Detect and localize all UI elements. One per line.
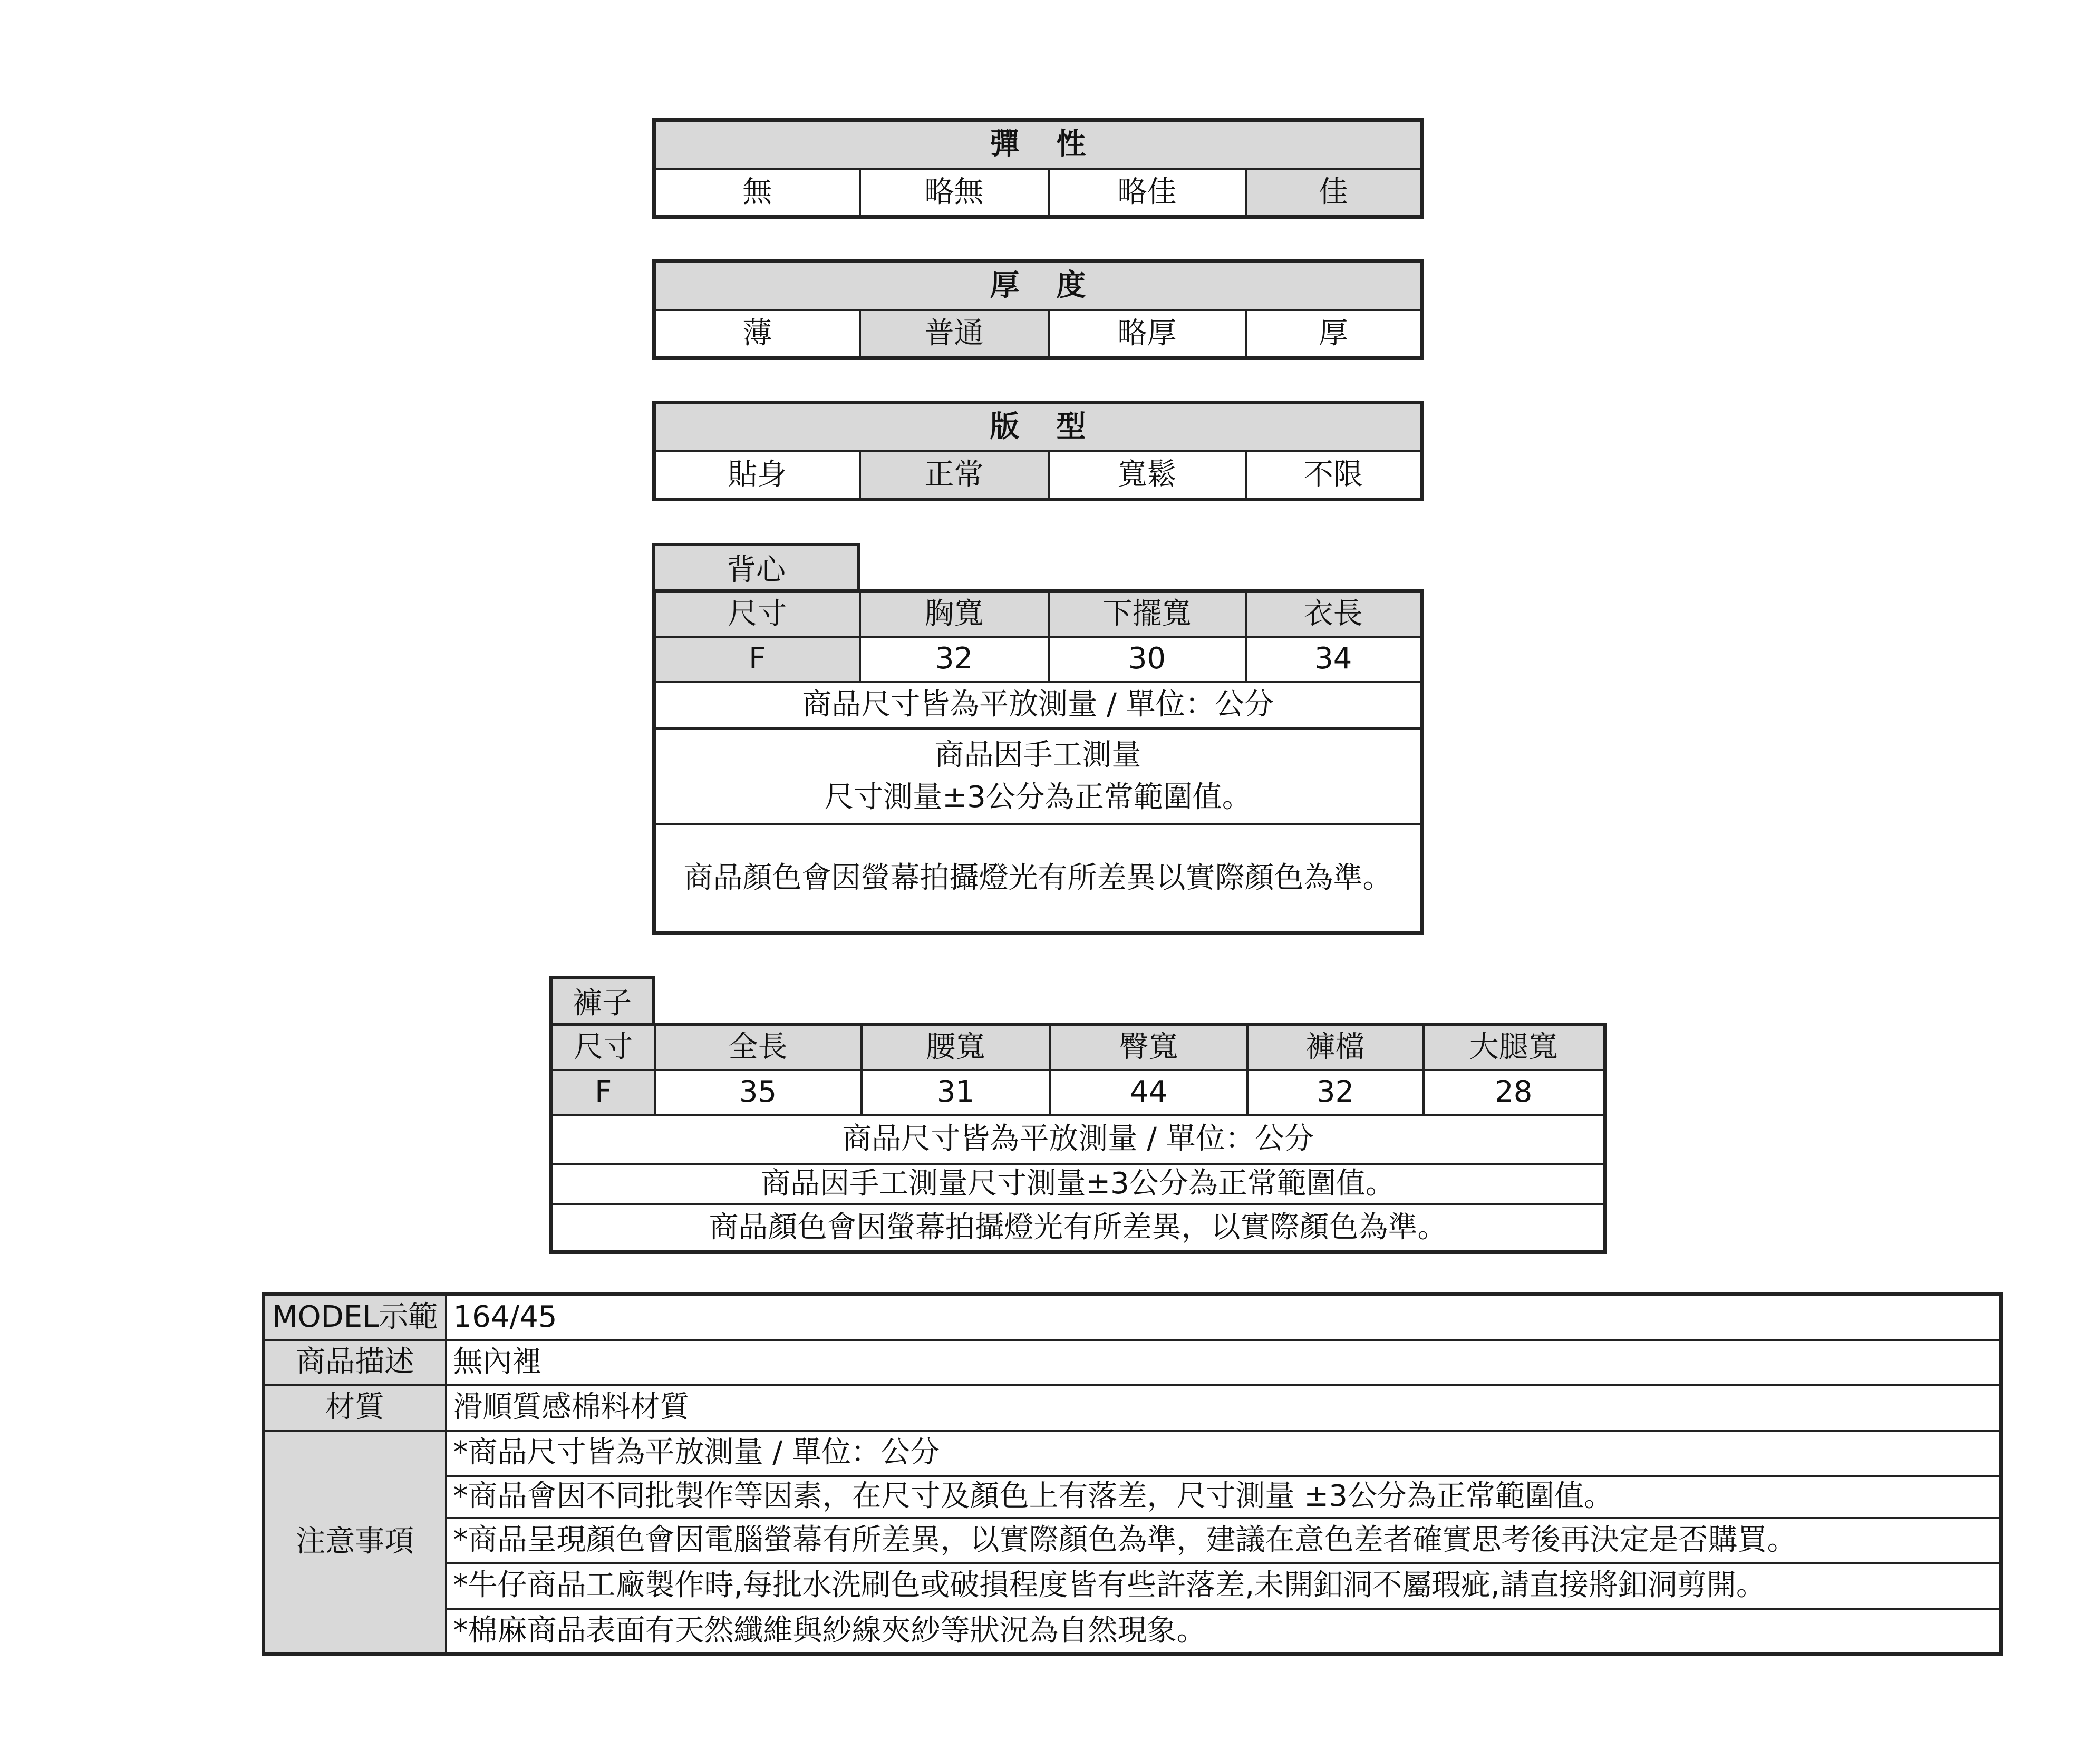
vest-note-handmade [654, 728, 1422, 824]
vest-note-measure: 商品尺寸皆為平放測量 / 單位：公分 [654, 682, 1422, 728]
vest-label-tab [652, 543, 860, 591]
model-value: 164/45 [446, 1295, 2001, 1340]
vest-header-chest: 胸寬 [860, 591, 1049, 637]
fit-table [652, 401, 1424, 501]
thickness-option: 薄 [654, 310, 860, 358]
vest-header-size: 尺寸 [654, 591, 860, 637]
model-label: MODEL示範 [264, 1295, 446, 1340]
elasticity-option: 無 [654, 169, 860, 217]
note-item: *商品尺寸皆為平放測量 / 單位：公分 [446, 1431, 2001, 1476]
elasticity-table [652, 118, 1424, 219]
note-item: *商品呈現顏色會因電腦螢幕有所差異，以實際顏色為準，建議在意色差者確實思考後再決定是否購買。 [446, 1518, 2001, 1563]
fit-option: 不限 [1246, 451, 1422, 500]
vest-header-length: 衣長 [1246, 591, 1422, 637]
note-item: *商品會因不同批製作等因素，在尺寸及顏色上有落差，尺寸測量 ±3公分為正常範圍值。 [446, 1476, 2001, 1518]
vest-hem-value: 30 [1049, 637, 1246, 682]
thickness-option: 厚 [1246, 310, 1422, 358]
elasticity-option: 略無 [860, 169, 1049, 217]
vest-header-hem: 下擺寬 [1049, 591, 1246, 637]
description-label: 商品描述 [264, 1340, 446, 1385]
thickness-option: 略厚 [1049, 310, 1246, 358]
note-item: *棉麻商品表面有天然纖維與紗線夾紗等狀況為自然現象。 [446, 1609, 2001, 1654]
vest-length-value: 34 [1246, 637, 1422, 682]
elasticity-option: 略佳 [1049, 169, 1246, 217]
thickness-table [652, 259, 1424, 360]
elasticity-title: 彈性 [654, 120, 1422, 169]
thickness-option-selected: 普通 [860, 310, 1049, 358]
description-value: 無內裡 [446, 1340, 2001, 1385]
thickness-title: 厚度 [654, 261, 1422, 310]
pants-note-measure: 商品尺寸皆為平放測量 / 單位：公分 [551, 1115, 1605, 1164]
notes-label: 注意事項 [264, 1431, 446, 1654]
vest-note-color: 商品顏色會因螢幕拍攝燈光有所差異以實際顏色為準。 [654, 824, 1422, 933]
pants-header-waist: 腰寬 [862, 1025, 1050, 1070]
pants-hip-value: 44 [1050, 1070, 1247, 1115]
pants-header-rise: 褲檔 [1247, 1025, 1424, 1070]
fit-title: 版型 [654, 403, 1422, 451]
pants-header-thigh: 大腿寬 [1424, 1025, 1605, 1070]
pants-size-value: F [551, 1070, 655, 1115]
pants-label: 褲子 [573, 986, 632, 1020]
vest-note-handmade-line1: 商品因手工測量 [934, 737, 1141, 772]
pants-thigh-value: 28 [1424, 1070, 1605, 1115]
vest-chest-value: 32 [860, 637, 1049, 682]
vest-size-value: F [654, 637, 860, 682]
material-value: 滑順質感棉料材質 [446, 1385, 2001, 1431]
pants-note-handmade: 商品因手工測量尺寸測量±3公分為正常範圍值。 [551, 1164, 1605, 1204]
pants-label-tab [549, 976, 655, 1025]
pants-length-value: 35 [655, 1070, 862, 1115]
product-info-table [262, 1292, 2003, 1656]
fit-option: 貼身 [654, 451, 860, 500]
pants-waist-value: 31 [862, 1070, 1050, 1115]
pants-header-length: 全長 [655, 1025, 862, 1070]
elasticity-option-selected: 佳 [1246, 169, 1422, 217]
material-label: 材質 [264, 1385, 446, 1431]
note-item: *牛仔商品工廠製作時,每批水洗刷色或破損程度皆有些許落差,未開釦洞不屬瑕疵,請直接將釦洞剪開。 [446, 1563, 2001, 1609]
vest-size-table [652, 589, 1424, 935]
vest-label: 背心 [727, 553, 786, 587]
pants-header-size: 尺寸 [551, 1025, 655, 1070]
fit-option: 寬鬆 [1049, 451, 1246, 500]
pants-header-hip: 臀寬 [1050, 1025, 1247, 1070]
pants-note-color: 商品顏色會因螢幕拍攝燈光有所差異，以實際顏色為準。 [551, 1204, 1605, 1252]
pants-rise-value: 32 [1247, 1070, 1424, 1115]
vest-note-handmade-line2: 尺寸測量±3公分為正常範圍值。 [824, 780, 1252, 814]
fit-option-selected: 正常 [860, 451, 1049, 500]
pants-size-table [549, 1023, 1607, 1254]
